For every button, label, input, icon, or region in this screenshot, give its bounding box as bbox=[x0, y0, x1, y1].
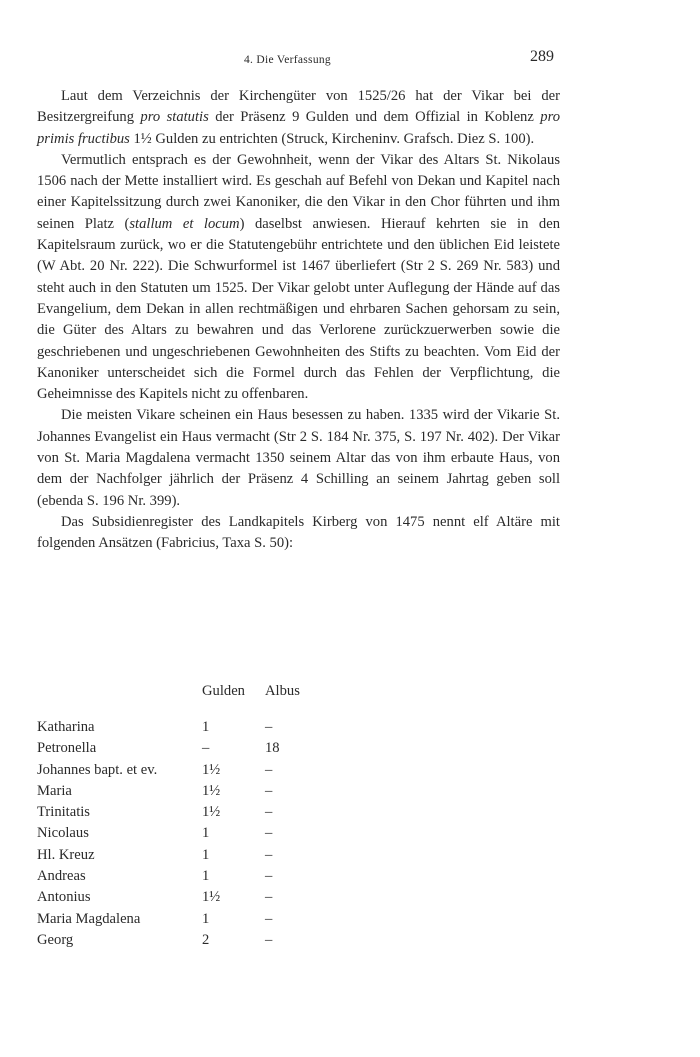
albus-value: – bbox=[265, 761, 273, 778]
altar-name: Hl. Kreuz bbox=[37, 846, 95, 863]
gulden-value: 1½ bbox=[202, 889, 221, 906]
altar-name: Maria Magdalena bbox=[37, 910, 141, 927]
paragraph-4: Das Subsidienregister des Landkapitels Kirberg von 1475 nennt elf Altäre mit folgenden Ansätzen (Fabricius, Taxa S. 50): bbox=[37, 513, 560, 552]
albus-value: – bbox=[265, 719, 273, 735]
page-number: 289 bbox=[530, 48, 554, 65]
albus-value: – bbox=[265, 889, 273, 906]
page-header bbox=[0, 46, 700, 70]
gulden-value: 1 bbox=[202, 825, 210, 842]
header-gulden: Gulden bbox=[202, 683, 245, 699]
body-text bbox=[37, 86, 560, 555]
gulden-value: 1 bbox=[202, 846, 210, 863]
table-row bbox=[37, 889, 337, 910]
gulden-value: 1 bbox=[202, 719, 210, 735]
gulden-value: 2 bbox=[202, 931, 210, 948]
altar-name: Andreas bbox=[37, 868, 86, 885]
table-body bbox=[37, 719, 337, 953]
altar-name: Katharina bbox=[37, 719, 95, 735]
albus-value: – bbox=[265, 910, 273, 927]
altar-name: Trinitatis bbox=[37, 804, 90, 821]
latin-term: pro statutis bbox=[140, 109, 209, 126]
table-row bbox=[37, 825, 337, 846]
gulden-value: 1 bbox=[202, 910, 210, 927]
albus-value: – bbox=[265, 825, 273, 842]
gulden-value: 1 bbox=[202, 868, 210, 885]
latin-term: pro primis fructibus bbox=[37, 109, 560, 147]
gulden-value: 1½ bbox=[202, 761, 221, 778]
altar-name: Maria bbox=[37, 782, 72, 799]
gulden-value: 1½ bbox=[202, 804, 221, 821]
altar-name: Antonius bbox=[37, 889, 91, 906]
running-title: 4. Die Verfassung bbox=[244, 54, 331, 66]
albus-value: 18 bbox=[265, 740, 280, 757]
gulden-value: 1½ bbox=[202, 782, 221, 799]
altar-name: Johannes bapt. et ev. bbox=[37, 761, 158, 778]
gulden-value: – bbox=[202, 740, 210, 757]
altar-name: Georg bbox=[37, 931, 74, 948]
paragraph-1: Laut dem Verzeichnis der Kirchengüter von 1525/26 hat der Vikar bei der Besitzergreifung pro statutis der Präsenz 9 Gulden und dem Offizial in Koblenz pro primis fructibus 1½ Gulden zu entrichten (Struck, Kircheninv. Grafsch. Diez S. 100). bbox=[37, 88, 560, 147]
table-row bbox=[37, 762, 337, 783]
table-row bbox=[37, 719, 337, 740]
table-row bbox=[37, 932, 337, 953]
albus-value: – bbox=[265, 931, 273, 948]
albus-value: – bbox=[265, 846, 273, 863]
table-row bbox=[37, 911, 337, 932]
altar-table bbox=[37, 683, 337, 953]
paragraph-3: Die meisten Vikare scheinen ein Haus besessen zu haben. 1335 wird der Vikarie St. Johannes Evangelist ein Haus vermacht (Str 2 S. 184 Nr. 375, S. 197 Nr. 402). Der Vikar von St. Maria Magdalena vermacht 1350 seinem Altar das von ihm erbaute Haus, von dem der Nachfolger jährlich der Präsenz 4 Schilling an seinem Jahrtag geben soll (ebenda S. 196 Nr. 399). bbox=[37, 407, 560, 509]
table-header bbox=[37, 683, 337, 704]
table-row bbox=[37, 804, 337, 825]
albus-value: – bbox=[265, 804, 273, 821]
albus-value: – bbox=[265, 782, 273, 799]
albus-value: – bbox=[265, 868, 273, 885]
paragraph-2: Vermutlich entsprach es der Gewohnheit, wenn der Vikar des Altars St. Nikolaus 1506 nach der Mette installiert wird. Es geschah auf Befehl von Dekan und Kapitel nach einer Kapitelssitzung durch zwei Kanoniker, die den Vikar in den Chor führten und ihm seinen Platz (stallum et locum) daselbst anwiesen. Hierauf kehrten sie in den Kapitelsraum zurück, wo er die Statutengebühr entrichtete und den üblichen Eid leistete (W Abt. 20 Nr. 222). Die Schwurformel ist 1467 überliefert (Str 2 S. 269 Nr. 583) und steht auch in den Statuten um 1525. Der Vikar gelobt unter Auflegung der Hände auf das Evangelium, dem Dekan in allen rechtmäßigen und ehrbaren Sachen gehorsam zu sein, die Güter des Altars zu bewahren und das Verlorene zurückzuerwerben sowie die geschriebenen und ungeschriebenen Gewohnheiten des Stifts zu beachten. Vom Eid der Kanoniker unterscheidet sich die Formel durch das Fehlen der Verpflichtung, die Geheimnisse des Kapitels nicht zu offenbaren. bbox=[37, 151, 560, 403]
table-row bbox=[37, 868, 337, 889]
altar-name: Nicolaus bbox=[37, 825, 89, 842]
table-row bbox=[37, 783, 337, 804]
table-row bbox=[37, 740, 337, 761]
header-albus: Albus bbox=[265, 683, 300, 699]
latin-term: stallum et locum bbox=[129, 215, 240, 232]
altar-name: Petronella bbox=[37, 740, 97, 757]
table-row bbox=[37, 847, 337, 868]
